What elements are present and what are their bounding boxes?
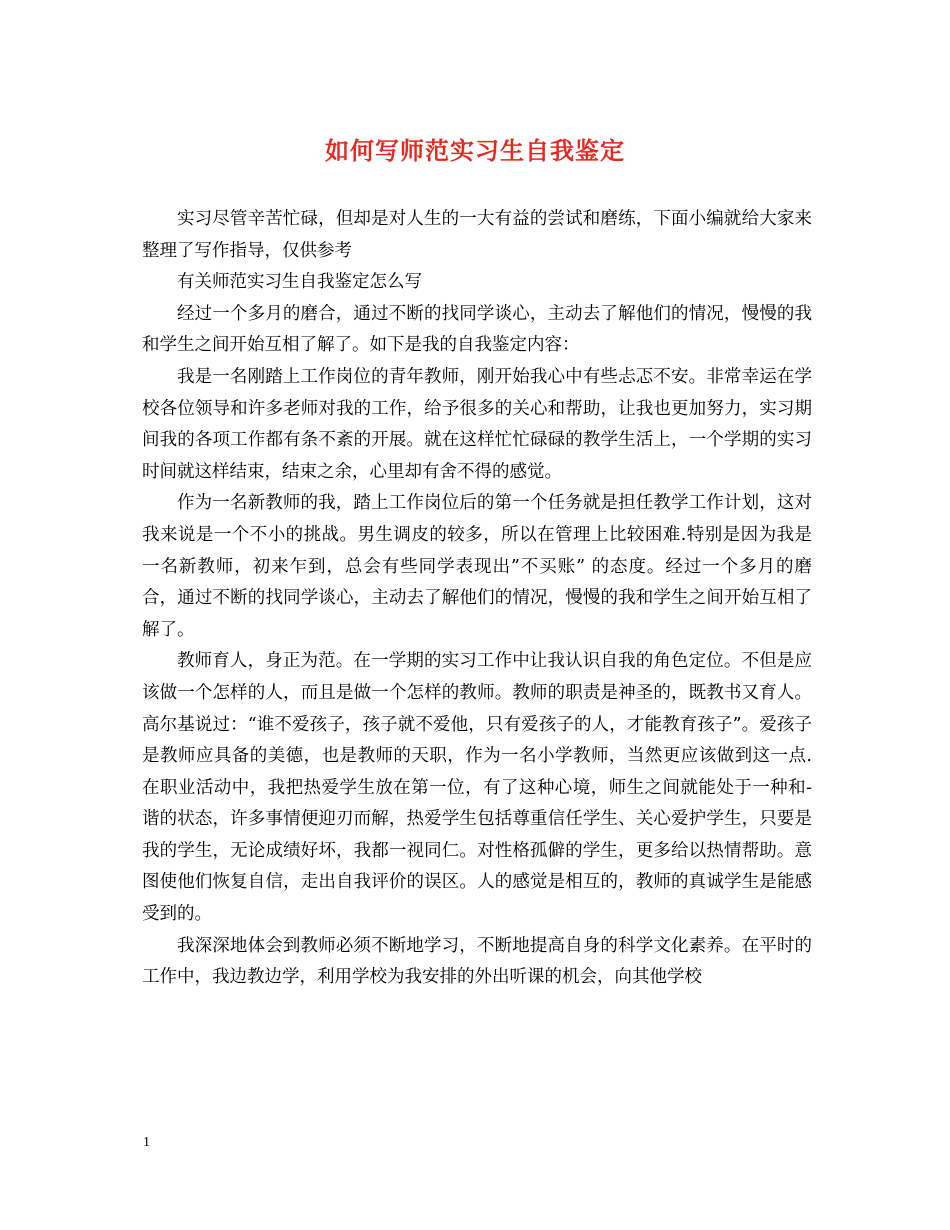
paragraph-2: 经过一个多月的磨合，通过不断的找同学谈心，主动去了解他们的情况，慢慢的我和学生之间开始互相了解了。如下是我的自我鉴定内容： bbox=[142, 303, 812, 356]
paragraph-subheading: 有关师范实习生自我鉴定怎么写 bbox=[177, 272, 422, 293]
document-body bbox=[142, 204, 812, 994]
document-title: 如何写师范实习生自我鉴定 bbox=[325, 136, 625, 165]
paragraph-5: 教师育人，身正为范。在一学期的实习工作中让我认识自我的角色定位。不但是应该做一个怎样的人，而且是做一个怎样的教师。教师的职责是神圣的，既教书又育人。高尔基说过：“谁不爱孩子，孩子就不爱他，只有爱孩子的人，才能教育孩子”。爱孩子是教师应具备的美德，也是教师的天职，作为一名小学教师，当然更应该做到这一点.在职业活动中，我把热爱学生放在第一位，有了这种心境，师生之间就能处于一种和-谐的状态，许多事情便迎刃而解，热爱学生包括尊重信任学生、关心爱护学生，只要是我的学生，无论成绩好坏，我都一视同仁。对性格孤僻的学生，更多给以热情帮助。意图使他们恢复自信，走出自我评价的误区。人的感觉是相互的，教师的真诚学生是能感受到的。 bbox=[142, 651, 812, 925]
paragraph-4: 作为一名新教师的我，踏上工作岗位后的第一个任务就是担任教学工作计划，这对我来说是一个不小的挑战。男生调皮的较多，所以在管理上比较困难.特别是因为我是一名新教师，初来乍到，总会有些同学表现出”不买账” 的态度。经过一个多月的磨合，通过不断的找同学谈心，主动去了解他们的情况，慢慢的我和学生之间开始互相了解了。 bbox=[142, 493, 812, 640]
paragraph-6: 我深深地体会到教师必须不断地学习，不断地提高自身的科学文化素养。在平时的工作中，我边教边学，利用学校为我安排的外出听课的机会，向其他学校 bbox=[142, 935, 812, 988]
paragraph-3: 我是一名刚踏上工作岗位的青年教师，刚开始我心中有些忐忑不安。非常幸运在学校各位领导和许多老师对我的工作，给予很多的关心和帮助，让我也更加努力，实习期间我的各项工作都有条不紊的开展。就在这样忙忙碌碌的教学生活上，一个学期的实习时间就这样结束，结束之余，心里却有舍不得的感觉。 bbox=[142, 366, 812, 482]
paragraph-intro: 实习尽管辛苦忙碌，但却是对人生的一大有益的尝试和磨练，下面小编就给大家来整理了写作指导，仅供参考 bbox=[142, 209, 812, 261]
page-number: 1 bbox=[143, 1135, 150, 1150]
